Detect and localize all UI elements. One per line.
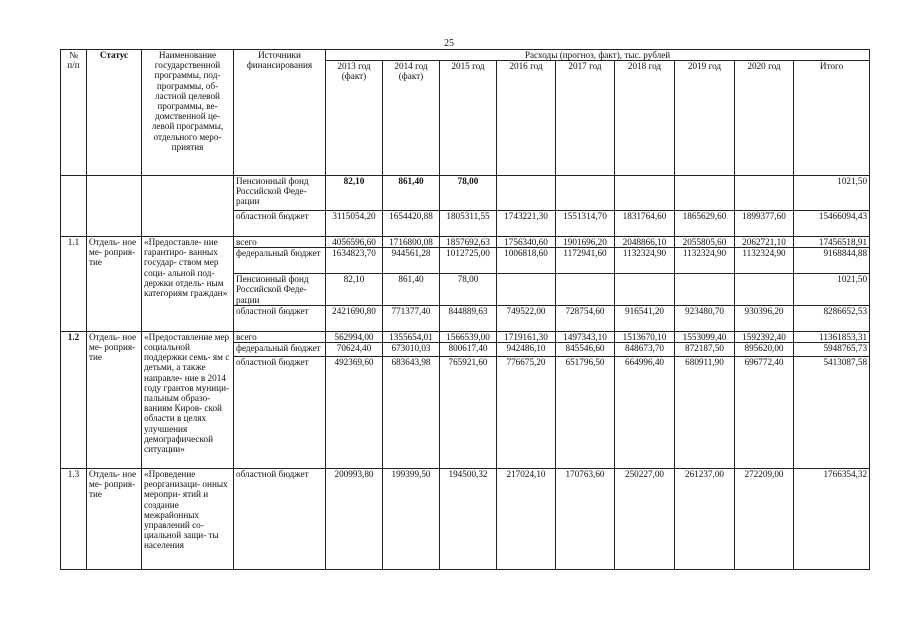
value-cell: 942486,10 xyxy=(497,343,556,357)
row-source: областной бюджет xyxy=(234,469,326,570)
value-cell: 1006818,60 xyxy=(497,248,556,274)
value-cell: 2421690,80 xyxy=(326,305,383,331)
row-source: всего xyxy=(234,237,326,248)
value-cell: 1901696,20 xyxy=(556,237,615,248)
col-header-source: Источники финансирования xyxy=(234,50,326,176)
value-cell: 1172941,60 xyxy=(556,248,615,274)
value-cell: 15466094,43 xyxy=(794,211,870,237)
col-header-year: Итого xyxy=(794,61,870,176)
value-cell: 1497343,10 xyxy=(556,331,615,342)
value-cell: 1756340,60 xyxy=(497,237,556,248)
value-cell: 696772,40 xyxy=(735,357,794,469)
value-cell: 651796,50 xyxy=(556,357,615,469)
col-header-expenses: Расходы (прогноз, факт), тыс. рублей xyxy=(326,50,870,61)
table-row xyxy=(61,237,870,248)
value-cell: 562994,00 xyxy=(326,331,383,342)
row-status: Отдель- ное ме- роприя- тие xyxy=(87,237,142,332)
row-source: Пенсионный фонд Российской Феде- рации xyxy=(234,274,326,306)
value-cell: 845546,60 xyxy=(556,343,615,357)
value-cell xyxy=(675,176,735,211)
col-header-year: 2017 год xyxy=(556,61,615,176)
value-cell: 9168844,88 xyxy=(794,248,870,274)
row-status: Отдель- ное ме- роприя- тие xyxy=(87,331,142,468)
value-cell: 1021,50 xyxy=(794,176,870,211)
value-cell: 170763,60 xyxy=(556,469,615,570)
value-cell: 776675,20 xyxy=(497,357,556,469)
value-cell: 1865629,60 xyxy=(675,211,735,237)
value-cell: 1132324,90 xyxy=(615,248,675,274)
value-cell: 872187,50 xyxy=(675,343,735,357)
value-cell xyxy=(556,176,615,211)
value-cell: 771377,40 xyxy=(383,305,440,331)
value-cell xyxy=(735,274,794,306)
table-row xyxy=(61,331,870,342)
row-status: Отдель- ное ме- роприя- тие xyxy=(87,469,142,570)
value-cell: 1553099,40 xyxy=(675,331,735,342)
row-source: областной бюджет xyxy=(234,357,326,469)
value-cell xyxy=(497,176,556,211)
value-cell: 1132324,90 xyxy=(735,248,794,274)
row-source: областной бюджет xyxy=(234,305,326,331)
value-cell: 17456518,91 xyxy=(794,237,870,248)
value-cell: 200993,80 xyxy=(326,469,383,570)
col-header-year: 2016 год xyxy=(497,61,556,176)
value-cell: 78,00 xyxy=(440,176,497,211)
value-cell: 844889,63 xyxy=(440,305,497,331)
value-cell: 1592392,40 xyxy=(735,331,794,342)
col-header-year: 2013 год (факт) xyxy=(326,61,383,176)
value-cell: 217024,10 xyxy=(497,469,556,570)
row-source: федеральный бюджет xyxy=(234,248,326,274)
value-cell: 8286652,53 xyxy=(794,305,870,331)
value-cell xyxy=(675,274,735,306)
value-cell: 680911,90 xyxy=(675,357,735,469)
col-header-year: 2019 год xyxy=(675,61,735,176)
value-cell: 673010,03 xyxy=(383,343,440,357)
value-cell: 2048866,10 xyxy=(615,237,675,248)
value-cell xyxy=(497,274,556,306)
value-cell: 944561,28 xyxy=(383,248,440,274)
row-number: 1.3 xyxy=(61,469,87,570)
col-header-year: 2015 год xyxy=(440,61,497,176)
budget-table xyxy=(60,49,870,570)
value-cell: 1831764,60 xyxy=(615,211,675,237)
value-cell: 194500,32 xyxy=(440,469,497,570)
value-cell: 492369,60 xyxy=(326,357,383,469)
value-cell: 749522,00 xyxy=(497,305,556,331)
row-source: областной бюджет xyxy=(234,211,326,237)
row-source: федеральный бюджет xyxy=(234,343,326,357)
value-cell: 272209,00 xyxy=(735,469,794,570)
value-cell: 861,40 xyxy=(383,274,440,306)
table-body xyxy=(61,176,870,570)
row-number: 1.2 xyxy=(61,331,87,468)
value-cell: 2055805,60 xyxy=(675,237,735,248)
row-status xyxy=(87,176,142,237)
value-cell: 1716800,08 xyxy=(383,237,440,248)
col-header-year: 2020 год xyxy=(735,61,794,176)
col-header-no: № п/п xyxy=(61,50,87,176)
value-cell xyxy=(615,274,675,306)
value-cell: 765921,60 xyxy=(440,357,497,469)
table-row xyxy=(61,176,870,211)
value-cell: 1513670,10 xyxy=(615,331,675,342)
value-cell: 1566539,00 xyxy=(440,331,497,342)
value-cell: 82,10 xyxy=(326,274,383,306)
col-header-name: Наименование государственной программы, под- программы, об- ластной целевой программы, ве- домственной це- левой программы, отдельного меро- приятия xyxy=(142,50,234,176)
value-cell xyxy=(615,176,675,211)
page-number: 25 xyxy=(444,38,454,49)
row-name: «Предоставле- ние гарантиро- ванных государ- ством мер соци- альной под- держки отдель- ным категориям граждан» xyxy=(142,237,234,332)
value-cell: 82,10 xyxy=(326,176,383,211)
value-cell: 728754,60 xyxy=(556,305,615,331)
value-cell: 923480,70 xyxy=(675,305,735,331)
value-cell: 5948765,73 xyxy=(794,343,870,357)
value-cell: 199399,50 xyxy=(383,469,440,570)
value-cell: 848673,70 xyxy=(615,343,675,357)
col-header-year: 2018 год xyxy=(615,61,675,176)
row-name: «Предоставление мер социальной поддержки семь- ям с детьми, а также направле- ние в 2014 году грантов муници- пальным образо- ваниям Киров- ской области в целях улучшения демографической ситуации» xyxy=(142,331,234,468)
value-cell xyxy=(556,274,615,306)
value-cell: 895620,00 xyxy=(735,343,794,357)
value-cell: 3115054,20 xyxy=(326,211,383,237)
value-cell: 683643,98 xyxy=(383,357,440,469)
value-cell: 1012725,00 xyxy=(440,248,497,274)
row-name: «Проведение реорганизаци- онных меропри- ятий и создание межрайонных управлений со- циальной защи- ты населения xyxy=(142,469,234,570)
row-source: всего xyxy=(234,331,326,342)
table-row xyxy=(61,469,870,570)
value-cell xyxy=(735,176,794,211)
value-cell: 1355654,01 xyxy=(383,331,440,342)
value-cell: 1132324,90 xyxy=(675,248,735,274)
value-cell: 1021,50 xyxy=(794,274,870,306)
value-cell: 11361853,31 xyxy=(794,331,870,342)
value-cell: 250227,00 xyxy=(615,469,675,570)
header-row xyxy=(61,50,870,61)
value-cell: 2062721,10 xyxy=(735,237,794,248)
row-source: Пенсионный фонд Российской Феде- рации xyxy=(234,176,326,211)
row-name xyxy=(142,176,234,237)
value-cell: 916541,20 xyxy=(615,305,675,331)
value-cell: 4056596,60 xyxy=(326,237,383,248)
value-cell: 1551314,70 xyxy=(556,211,615,237)
value-cell: 800617,40 xyxy=(440,343,497,357)
row-number: 1.1 xyxy=(61,237,87,332)
row-number xyxy=(61,176,87,237)
value-cell: 1634823,70 xyxy=(326,248,383,274)
value-cell: 1766354,32 xyxy=(794,469,870,570)
value-cell: 1654420,88 xyxy=(383,211,440,237)
value-cell: 1743221,30 xyxy=(497,211,556,237)
value-cell: 861,40 xyxy=(383,176,440,211)
value-cell: 930396,20 xyxy=(735,305,794,331)
value-cell: 5413087,58 xyxy=(794,357,870,469)
col-header-year: 2014 год (факт) xyxy=(383,61,440,176)
col-header-status: Статус xyxy=(87,50,142,176)
value-cell: 1899377,60 xyxy=(735,211,794,237)
value-cell: 1805311,55 xyxy=(440,211,497,237)
value-cell: 261237,00 xyxy=(675,469,735,570)
value-cell: 664996,40 xyxy=(615,357,675,469)
value-cell: 1719161,30 xyxy=(497,331,556,342)
value-cell: 70624,40 xyxy=(326,343,383,357)
value-cell: 78,00 xyxy=(440,274,497,306)
value-cell: 1857692,63 xyxy=(440,237,497,248)
